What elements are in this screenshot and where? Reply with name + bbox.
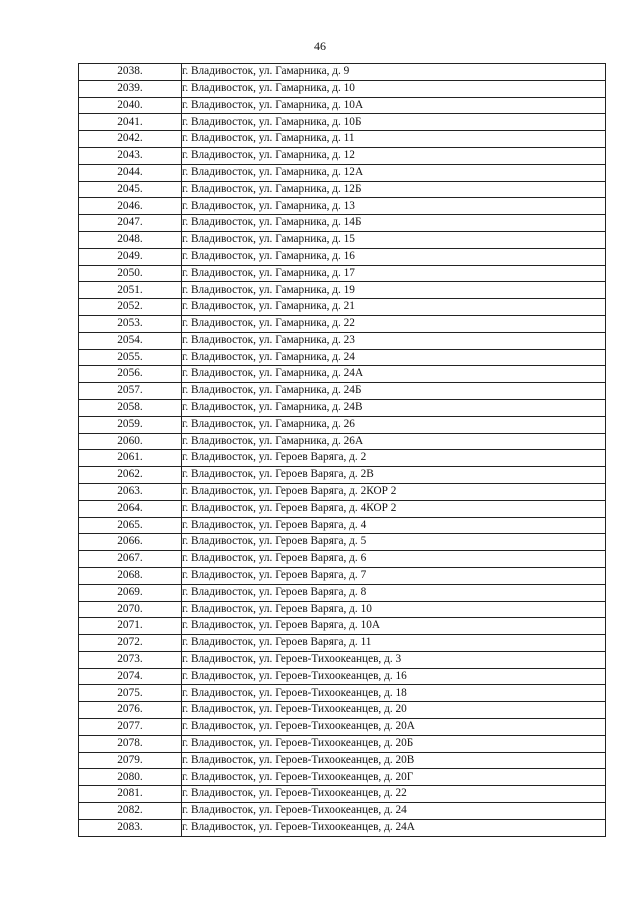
row-number: 2076.	[79, 702, 182, 719]
table-row	[79, 80, 606, 97]
table-row	[79, 467, 606, 484]
row-number: 2077.	[79, 719, 182, 736]
row-address: г. Владивосток, ул. Героев Варяга, д. 8	[182, 584, 606, 601]
row-number: 2055.	[79, 349, 182, 366]
row-number: 2063.	[79, 483, 182, 500]
row-number: 2070.	[79, 601, 182, 618]
row-number: 2043.	[79, 147, 182, 164]
table-row	[79, 803, 606, 820]
table-row	[79, 164, 606, 181]
row-address: г. Владивосток, ул. Героев Варяга, д. 4КОР 2	[182, 500, 606, 517]
table-row	[79, 735, 606, 752]
row-address: г. Владивосток, ул. Героев-Тихоокеанцев, д. 20Б	[182, 735, 606, 752]
row-address: г. Владивосток, ул. Гамарника, д. 11	[182, 131, 606, 148]
table-row	[79, 534, 606, 551]
table-row	[79, 769, 606, 786]
row-number: 2047.	[79, 215, 182, 232]
row-address: г. Владивосток, ул. Героев-Тихоокеанцев, д. 20А	[182, 719, 606, 736]
row-number: 2082.	[79, 803, 182, 820]
row-address: г. Владивосток, ул. Героев-Тихоокеанцев, д. 24	[182, 803, 606, 820]
row-number: 2069.	[79, 584, 182, 601]
table-row	[79, 601, 606, 618]
table-row	[79, 584, 606, 601]
row-number: 2065.	[79, 517, 182, 534]
row-address: г. Владивосток, ул. Гамарника, д. 16	[182, 248, 606, 265]
table-row	[79, 147, 606, 164]
table-row	[79, 198, 606, 215]
table-row	[79, 450, 606, 467]
row-number: 2057.	[79, 383, 182, 400]
table-row	[79, 551, 606, 568]
row-address: г. Владивосток, ул. Гамарника, д. 14Б	[182, 215, 606, 232]
table-row	[79, 131, 606, 148]
row-address: г. Владивосток, ул. Гамарника, д. 10Б	[182, 114, 606, 131]
row-address: г. Владивосток, ул. Героев-Тихоокеанцев, д. 22	[182, 786, 606, 803]
row-address: г. Владивосток, ул. Героев-Тихоокеанцев, д. 3	[182, 651, 606, 668]
row-address: г. Владивосток, ул. Героев-Тихоокеанцев, д. 16	[182, 668, 606, 685]
row-address: г. Владивосток, ул. Гамарника, д. 15	[182, 231, 606, 248]
table-row	[79, 315, 606, 332]
row-number: 2060.	[79, 433, 182, 450]
row-number: 2078.	[79, 735, 182, 752]
table-row	[79, 752, 606, 769]
row-address: г. Владивосток, ул. Героев Варяга, д. 6	[182, 551, 606, 568]
row-address: г. Владивосток, ул. Гамарника, д. 10	[182, 80, 606, 97]
row-address: г. Владивосток, ул. Героев-Тихоокеанцев, д. 20Г	[182, 769, 606, 786]
row-number: 2054.	[79, 332, 182, 349]
row-address: г. Владивосток, ул. Гамарника, д. 10А	[182, 97, 606, 114]
row-number: 2079.	[79, 752, 182, 769]
row-number: 2062.	[79, 467, 182, 484]
table-row	[79, 819, 606, 836]
row-number: 2052.	[79, 299, 182, 316]
row-number: 2071.	[79, 618, 182, 635]
table-row	[79, 349, 606, 366]
row-address: г. Владивосток, ул. Героев Варяга, д. 5	[182, 534, 606, 551]
table-row	[79, 265, 606, 282]
row-number: 2045.	[79, 181, 182, 198]
row-number: 2039.	[79, 80, 182, 97]
row-address: г. Владивосток, ул. Гамарника, д. 26А	[182, 433, 606, 450]
row-number: 2058.	[79, 399, 182, 416]
row-number: 2046.	[79, 198, 182, 215]
row-number: 2067.	[79, 551, 182, 568]
address-table-body	[79, 64, 606, 837]
row-address: г. Владивосток, ул. Гамарника, д. 19	[182, 282, 606, 299]
row-address: г. Владивосток, ул. Гамарника, д. 22	[182, 315, 606, 332]
row-number: 2040.	[79, 97, 182, 114]
table-row	[79, 618, 606, 635]
row-number: 2044.	[79, 164, 182, 181]
row-address: г. Владивосток, ул. Гамарника, д. 12А	[182, 164, 606, 181]
table-row	[79, 231, 606, 248]
row-number: 2059.	[79, 416, 182, 433]
row-number: 2050.	[79, 265, 182, 282]
row-number: 2066.	[79, 534, 182, 551]
table-row	[79, 299, 606, 316]
table-row	[79, 332, 606, 349]
row-address: г. Владивосток, ул. Героев Варяга, д. 10А	[182, 618, 606, 635]
row-address: г. Владивосток, ул. Героев Варяга, д. 2КОР 2	[182, 483, 606, 500]
row-address: г. Владивосток, ул. Гамарника, д. 12	[182, 147, 606, 164]
table-row	[79, 114, 606, 131]
table-row	[79, 399, 606, 416]
row-number: 2041.	[79, 114, 182, 131]
row-number: 2038.	[79, 64, 182, 81]
table-row	[79, 383, 606, 400]
row-address: г. Владивосток, ул. Гамарника, д. 24Б	[182, 383, 606, 400]
table-row	[79, 517, 606, 534]
row-address: г. Владивосток, ул. Героев Варяга, д. 11	[182, 635, 606, 652]
table-row	[79, 215, 606, 232]
table-row	[79, 500, 606, 517]
row-number: 2081.	[79, 786, 182, 803]
table-row	[79, 483, 606, 500]
row-number: 2049.	[79, 248, 182, 265]
row-number: 2075.	[79, 685, 182, 702]
row-address: г. Владивосток, ул. Героев-Тихоокеанцев, д. 24А	[182, 819, 606, 836]
row-number: 2056.	[79, 366, 182, 383]
table-row	[79, 651, 606, 668]
row-number: 2083.	[79, 819, 182, 836]
row-address: г. Владивосток, ул. Гамарника, д. 24А	[182, 366, 606, 383]
table-row	[79, 416, 606, 433]
table-row	[79, 786, 606, 803]
table-row	[79, 248, 606, 265]
table-row	[79, 64, 606, 81]
row-number: 2048.	[79, 231, 182, 248]
row-number: 2064.	[79, 500, 182, 517]
row-address: г. Владивосток, ул. Гамарника, д. 13	[182, 198, 606, 215]
table-row	[79, 567, 606, 584]
row-number: 2080.	[79, 769, 182, 786]
row-address: г. Владивосток, ул. Героев Варяга, д. 2В	[182, 467, 606, 484]
row-address: г. Владивосток, ул. Героев Варяга, д. 4	[182, 517, 606, 534]
table-row	[79, 685, 606, 702]
row-number: 2053.	[79, 315, 182, 332]
row-address: г. Владивосток, ул. Гамарника, д. 9	[182, 64, 606, 81]
table-row	[79, 635, 606, 652]
table-row	[79, 433, 606, 450]
table-row	[79, 282, 606, 299]
row-number: 2042.	[79, 131, 182, 148]
row-address: г. Владивосток, ул. Гамарника, д. 26	[182, 416, 606, 433]
row-number: 2072.	[79, 635, 182, 652]
row-address: г. Владивосток, ул. Героев-Тихоокеанцев, д. 20	[182, 702, 606, 719]
table-row	[79, 668, 606, 685]
row-address: г. Владивосток, ул. Героев Варяга, д. 10	[182, 601, 606, 618]
row-address: г. Владивосток, ул. Гамарника, д. 24В	[182, 399, 606, 416]
row-number: 2074.	[79, 668, 182, 685]
row-address: г. Владивосток, ул. Гамарника, д. 23	[182, 332, 606, 349]
row-address: г. Владивосток, ул. Гамарника, д. 17	[182, 265, 606, 282]
row-address: г. Владивосток, ул. Героев Варяга, д. 2	[182, 450, 606, 467]
table-row	[79, 719, 606, 736]
row-address: г. Владивосток, ул. Героев-Тихоокеанцев, д. 18	[182, 685, 606, 702]
table-row	[79, 97, 606, 114]
row-address: г. Владивосток, ул. Гамарника, д. 12Б	[182, 181, 606, 198]
row-number: 2061.	[79, 450, 182, 467]
table-row	[79, 366, 606, 383]
row-address: г. Владивосток, ул. Гамарника, д. 21	[182, 299, 606, 316]
address-table	[78, 63, 606, 837]
row-address: г. Владивосток, ул. Героев Варяга, д. 7	[182, 567, 606, 584]
page-number: 46	[314, 39, 326, 53]
table-row	[79, 702, 606, 719]
row-address: г. Владивосток, ул. Героев-Тихоокеанцев, д. 20В	[182, 752, 606, 769]
row-number: 2051.	[79, 282, 182, 299]
row-address: г. Владивосток, ул. Гамарника, д. 24	[182, 349, 606, 366]
row-number: 2073.	[79, 651, 182, 668]
row-number: 2068.	[79, 567, 182, 584]
table-row	[79, 181, 606, 198]
